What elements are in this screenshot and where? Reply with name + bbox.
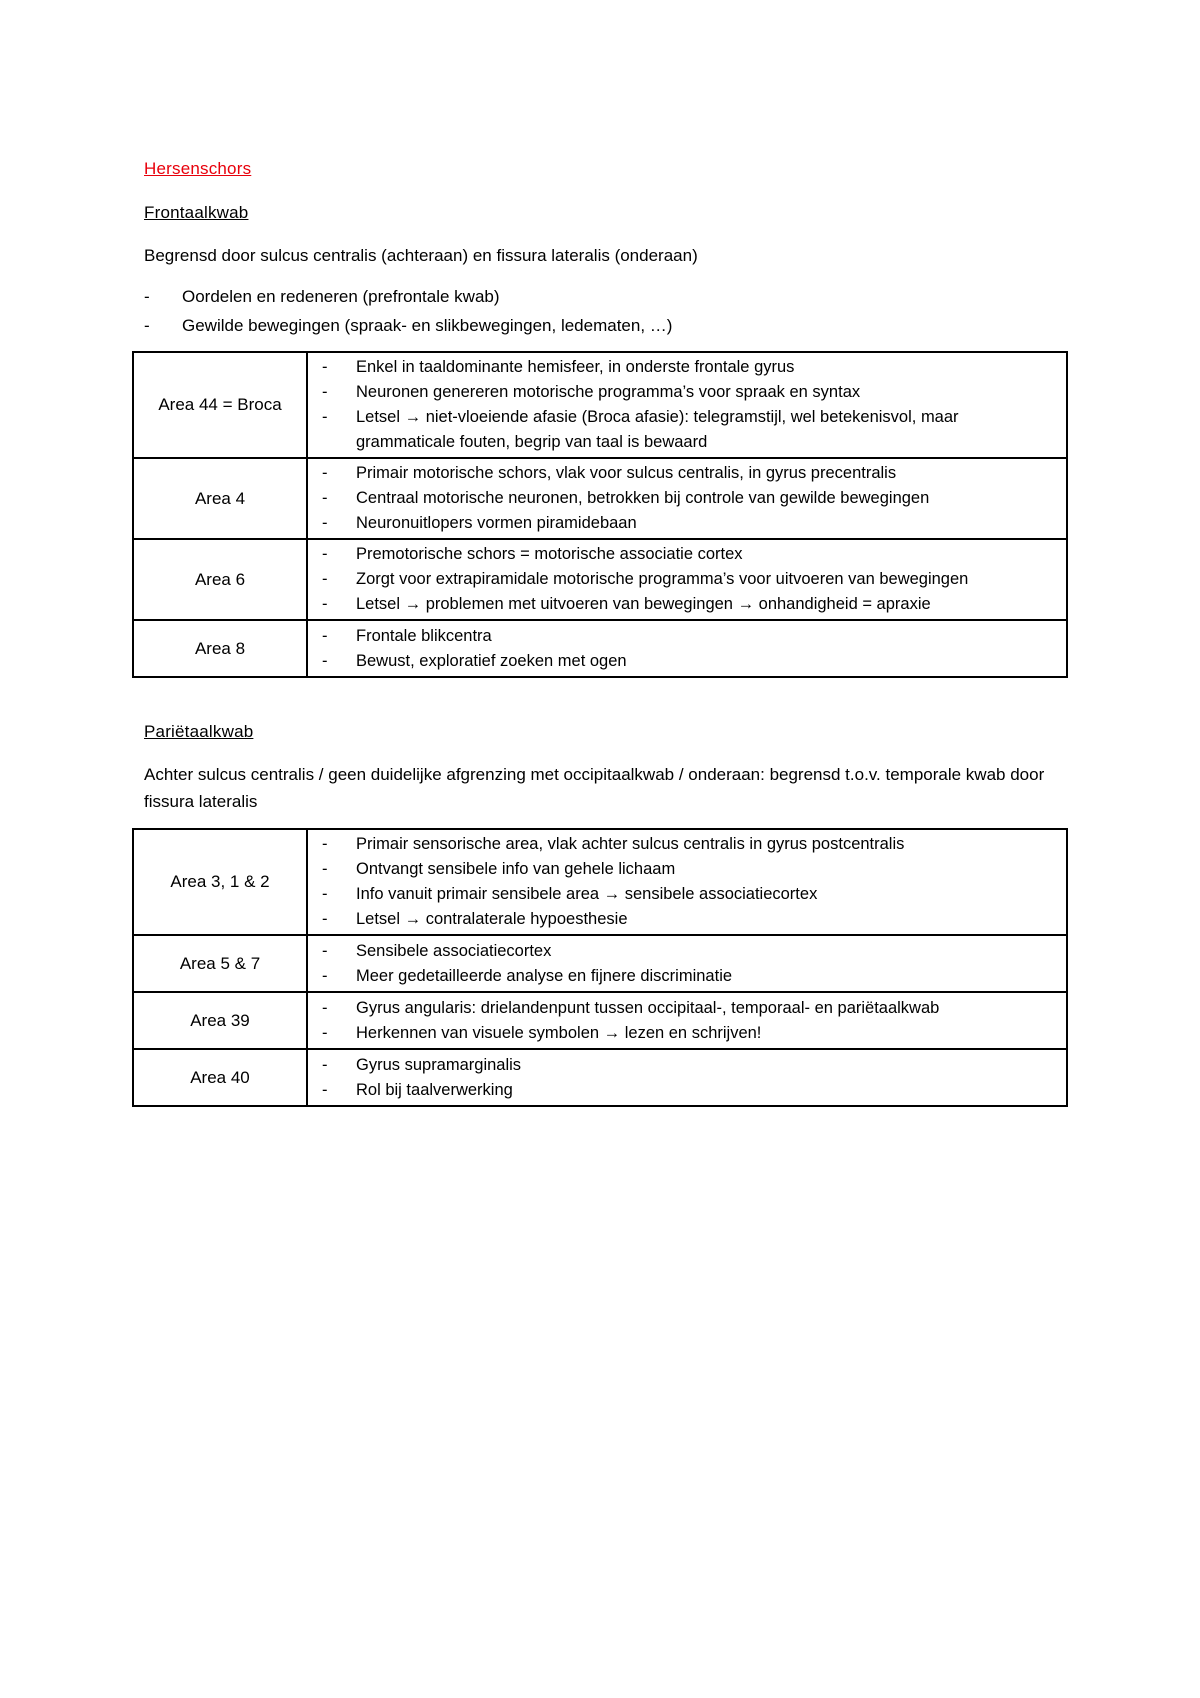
frontal-bullet-text: Gewilde bewegingen (spraak- en slikbewegingen, ledematen, …) [182, 316, 673, 335]
list-item-text: Zorgt voor extrapiramidale motorische programma’s voor uitvoeren van bewegingen [356, 570, 969, 588]
list-item-text: Centraal motorische neuronen, betrokken bij controle van gewilde bewegingen [356, 489, 930, 507]
list-item-text: Letsel → problemen met uitvoeren van bewegingen → onhandigheid = apraxie [356, 595, 931, 613]
area-name-cell: Area 39 [133, 992, 307, 1049]
parietal-intro: Achter sulcus centralis / geen duidelijke afgrenzing met occipitaalkwab / onderaan: begrensd t.o.v. temporale kwab door fissura lateralis [144, 765, 1045, 811]
area-name-cell: Area 8 [133, 620, 307, 677]
bullet-dash: - [322, 1055, 328, 1074]
bullet-dash: - [322, 358, 328, 376]
area-description-cell [307, 1049, 1067, 1106]
area-name-cell: Area 6 [133, 539, 307, 620]
bullet-dash: - [322, 966, 328, 985]
bullet-dash: - [322, 941, 328, 960]
frontal-intro: Begrensd door sulcus centralis (achteraan) en fissura lateralis (onderaan) [144, 246, 698, 265]
list-item-text: Bewust, exploratief zoeken met ogen [356, 651, 627, 670]
list-item [316, 882, 1060, 907]
frontal-bullet-list [144, 282, 672, 340]
area-description-list [316, 624, 1060, 674]
table-row [133, 992, 1067, 1049]
list-item-text: Neuronen genereren motorische programma’s voor spraak en syntax [356, 383, 861, 401]
bullet-dash: - [322, 860, 328, 878]
area-name-cell: Area 44 = Broca [133, 352, 307, 458]
frontal-bullet [144, 282, 672, 311]
bullet-dash: - [322, 570, 328, 588]
list-item [316, 461, 1060, 486]
list-item [316, 857, 1060, 882]
bullet-dash: - [322, 464, 328, 482]
list-item [316, 1053, 1060, 1078]
list-item-text: Frontale blikcentra [356, 626, 492, 645]
area-name-cell: Area 5 & 7 [133, 935, 307, 992]
list-item [316, 649, 1060, 674]
area-description-list [316, 832, 1060, 932]
bullet-dash: - [322, 408, 328, 426]
bullet-dash: - [322, 514, 328, 532]
bullet-dash: - [322, 998, 328, 1017]
area-name-cell: Area 3, 1 & 2 [133, 829, 307, 935]
list-item [316, 567, 1060, 592]
area-description-cell [307, 458, 1067, 539]
list-item-text: Sensibele associatiecortex [356, 941, 552, 960]
area-name-cell: Area 4 [133, 458, 307, 539]
table-row [133, 1049, 1067, 1106]
bullet-dash: - [322, 545, 328, 563]
list-item-text: Ontvangt sensibele info van gehele lichaam [356, 860, 676, 878]
bullet-dash: - [322, 1023, 328, 1042]
table-row [133, 352, 1067, 458]
bullet-dash: - [144, 316, 150, 335]
area-description-cell [307, 539, 1067, 620]
area-description-list [316, 461, 1060, 536]
list-item [316, 542, 1060, 567]
bullet-dash: - [322, 489, 328, 507]
list-item [316, 1021, 1060, 1046]
area-description-cell [307, 352, 1067, 458]
table-row [133, 458, 1067, 539]
list-item-text: Gyrus supramarginalis [356, 1055, 522, 1074]
bullet-dash: - [322, 595, 328, 613]
table-row [133, 620, 1067, 677]
list-item-text: Neuronuitlopers vormen piramidebaan [356, 514, 637, 532]
table-row [133, 539, 1067, 620]
area-name-cell: Area 40 [133, 1049, 307, 1106]
list-item [316, 380, 1060, 405]
list-item-text: Herkennen van visuele symbolen → lezen en schrijven! [356, 1023, 762, 1042]
bullet-dash: - [322, 910, 328, 928]
list-item [316, 624, 1060, 649]
bullet-dash: - [322, 651, 328, 670]
list-item-text: Meer gedetailleerde analyse en fijnere discriminatie [356, 966, 733, 985]
area-description-list [316, 542, 1060, 617]
frontal-heading: Frontaalkwab [144, 203, 249, 222]
list-item [316, 1078, 1060, 1103]
area-description-cell [307, 935, 1067, 992]
bullet-dash: - [144, 287, 150, 306]
area-description-cell [307, 992, 1067, 1049]
bullet-dash: - [322, 626, 328, 645]
list-item-text: Primair motorische schors, vlak voor sulcus centralis, in gyrus precentralis [356, 464, 897, 482]
frontal-bullet-text: Oordelen en redeneren (prefrontale kwab) [182, 287, 500, 306]
bullet-dash: - [322, 835, 328, 853]
list-item-text: Letsel → contralaterale hypoesthesie [356, 910, 628, 928]
list-item-text: Enkel in taaldominante hemisfeer, in onderste frontale gyrus [356, 358, 795, 376]
list-item [316, 405, 1060, 455]
list-item [316, 964, 1060, 989]
area-description-cell [307, 620, 1067, 677]
list-item [316, 939, 1060, 964]
bullet-dash: - [322, 1080, 328, 1099]
list-item [316, 592, 1060, 617]
list-item [316, 996, 1060, 1021]
list-item [316, 355, 1060, 380]
list-item-text: Rol bij taalverwerking [356, 1080, 513, 1099]
table-row [133, 829, 1067, 935]
area-description-list [316, 939, 1060, 989]
list-item-text: Info vanuit primair sensibele area → sensibele associatiecortex [356, 885, 818, 903]
list-item-text: Letsel → niet-vloeiende afasie (Broca afasie): telegramstijl, wel betekenisvol, maar grammaticale fouten, begrip van taal is bewaard [356, 408, 959, 451]
list-item-text: Gyrus angularis: drielandenpunt tussen occipitaal-, temporaal- en pariëtaalkwab [356, 998, 940, 1017]
list-item-text: Primair sensorische area, vlak achter sulcus centralis in gyrus postcentralis [356, 835, 905, 853]
table-row [133, 935, 1067, 992]
bullet-dash: - [322, 383, 328, 401]
frontal-area-table [132, 351, 1068, 678]
parietal-heading: Pariëtaalkwab [144, 722, 254, 741]
list-item [316, 832, 1060, 857]
area-description-cell [307, 829, 1067, 935]
document-title: Hersenschors [144, 159, 252, 178]
list-item [316, 907, 1060, 932]
frontal-bullet [144, 311, 672, 340]
area-description-list [316, 355, 1060, 455]
area-description-list [316, 996, 1060, 1046]
list-item [316, 511, 1060, 536]
bullet-dash: - [322, 885, 328, 903]
area-description-list [316, 1053, 1060, 1103]
parietal-area-table [132, 828, 1068, 1107]
list-item [316, 486, 1060, 511]
list-item-text: Premotorische schors = motorische associatie cortex [356, 545, 743, 563]
